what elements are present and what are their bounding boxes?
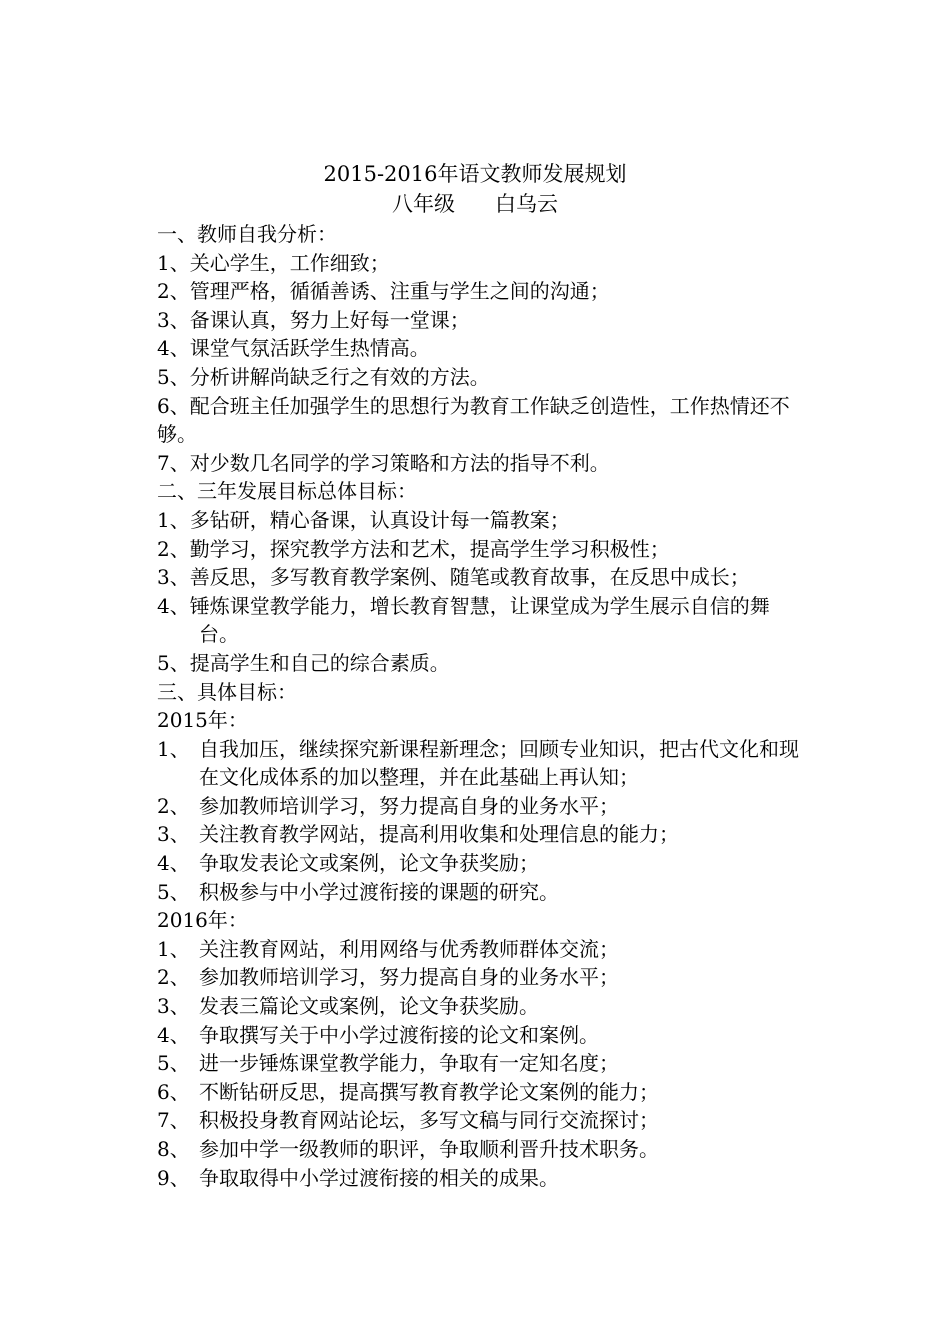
list-item-text: 参加教师培训学习，努力提高自身的业务水平； <box>199 965 619 990</box>
list-item <box>157 820 807 849</box>
list-item-number: 1、 <box>157 936 190 961</box>
list-item: 3、善反思，多写教育教学案例、随笔或教育故事，在反思中成长； <box>157 565 750 590</box>
list-item-text: 不断钻研反思，提高撰写教育教学论文案例的能力； <box>199 1079 659 1104</box>
list-item-text: 积极参与中小学过渡衔接的课题的研究。 <box>199 879 559 904</box>
list-item: 3、备课认真，努力上好每一堂课； <box>157 307 470 332</box>
document-body <box>157 220 807 1192</box>
list-item-number: 4、 <box>157 593 190 618</box>
list-item <box>157 1078 807 1107</box>
list-item-number: 5、 <box>157 879 190 904</box>
list-item: 2、勤学习，探究教学方法和艺术，提高学生学习积极性； <box>157 536 670 561</box>
list-item: 4、课堂气氛活跃学生热情高。 <box>157 336 430 361</box>
list-item-text: 争取撰写关于中小学过渡衔接的论文和案例。 <box>199 1022 599 1047</box>
list-item-text: 参加教师培训学习，努力提高自身的业务水平； <box>199 793 619 818</box>
list-item-text: 发表三篇论文或案例，论文争获奖励。 <box>199 994 539 1019</box>
list-item-text: 关注教育教学网站，提高利用收集和处理信息的能力； <box>199 822 679 847</box>
list-item-number: 8、 <box>157 1137 190 1161</box>
list-item-text: 争取发表论文或案例，论文争获奖励； <box>199 851 539 876</box>
document-title: 2015-2016年语文教师发展规划 <box>323 162 627 186</box>
list-item <box>157 735 807 792</box>
list-item <box>157 935 807 964</box>
document-subtitle <box>0 190 950 218</box>
list-item-text: 进一步锤炼课堂教学能力，争取有一定知名度； <box>199 1051 619 1076</box>
list-item: 5、分析讲解尚缺乏行之有效的方法。 <box>157 364 490 389</box>
author-name: 白乌云 <box>495 192 558 216</box>
list-item-number: 6、 <box>157 1079 190 1104</box>
list-item <box>157 1106 807 1135</box>
list-item-number: 4、 <box>157 851 190 876</box>
list-item-number: 3、 <box>157 822 190 847</box>
list-item-text: 锤炼课堂教学能力，增长教育智慧，让课堂成为学生展示自信的舞台。 <box>189 593 770 647</box>
list-item <box>157 1049 807 1078</box>
list-item-text: 争取取得中小学过渡衔接的相关的成果。 <box>199 1165 559 1190</box>
list-item: 2、管理严格，循循善诱、注重与学生之间的沟通； <box>157 279 610 304</box>
list-item <box>157 792 807 821</box>
list-item <box>157 878 807 907</box>
list-item <box>157 992 807 1021</box>
list-item-number: 5、 <box>157 1051 190 1076</box>
list-item: 1、关心学生，工作细致； <box>157 250 390 275</box>
list-item <box>157 1164 807 1193</box>
list-item: 5、提高学生和自己的综合素质。 <box>157 650 450 675</box>
list-item-number: 2、 <box>157 965 190 990</box>
section-heading-overall-goals: 二、三年发展目标总体目标： <box>157 479 417 504</box>
list-item-text: 关注教育网站，利用网络与优秀教师群体交流； <box>199 936 619 961</box>
list-item-number: 4、 <box>157 1022 190 1047</box>
section-heading-self-analysis: 一、教师自我分析： <box>157 222 337 246</box>
grade-label: 八年级 <box>392 192 455 216</box>
year-label-2015: 2015年： <box>157 708 248 733</box>
list-item: 6、配合班主任加强学生的思想行为教育工作缺乏创造性，工作热情还不够。 <box>157 393 790 447</box>
list-item <box>157 1135 807 1164</box>
list-item <box>157 963 807 992</box>
list-item-text: 自我加压，继续探究新课程新理念；回顾专业知识，把古代文化和现在文化成体系的加以整理，并在此基础上再认知； <box>199 736 799 790</box>
section-heading-specific-goals: 三、具体目标： <box>157 679 297 704</box>
list-item-text: 积极投身教育网站论坛，多写文稿与同行交流探讨； <box>199 1108 659 1133</box>
list-item-number: 2、 <box>157 793 190 818</box>
list-item-number: 3、 <box>157 994 190 1019</box>
list-item-number: 9、 <box>157 1165 190 1190</box>
list-item: 7、对少数几名同学的学习策略和方法的指导不利。 <box>157 450 610 475</box>
list-item <box>157 849 807 878</box>
list-item-number: 7、 <box>157 1108 190 1133</box>
list-item-text: 参加中学一级教师的职评，争取顺利晋升技术职务。 <box>199 1137 659 1161</box>
year-label-2016: 2016年： <box>157 908 248 933</box>
list-item <box>157 592 807 649</box>
list-item-number: 1、 <box>157 736 190 761</box>
list-item <box>157 1021 807 1050</box>
list-item: 1、多钻研，精心备课，认真设计每一篇教案； <box>157 507 570 532</box>
